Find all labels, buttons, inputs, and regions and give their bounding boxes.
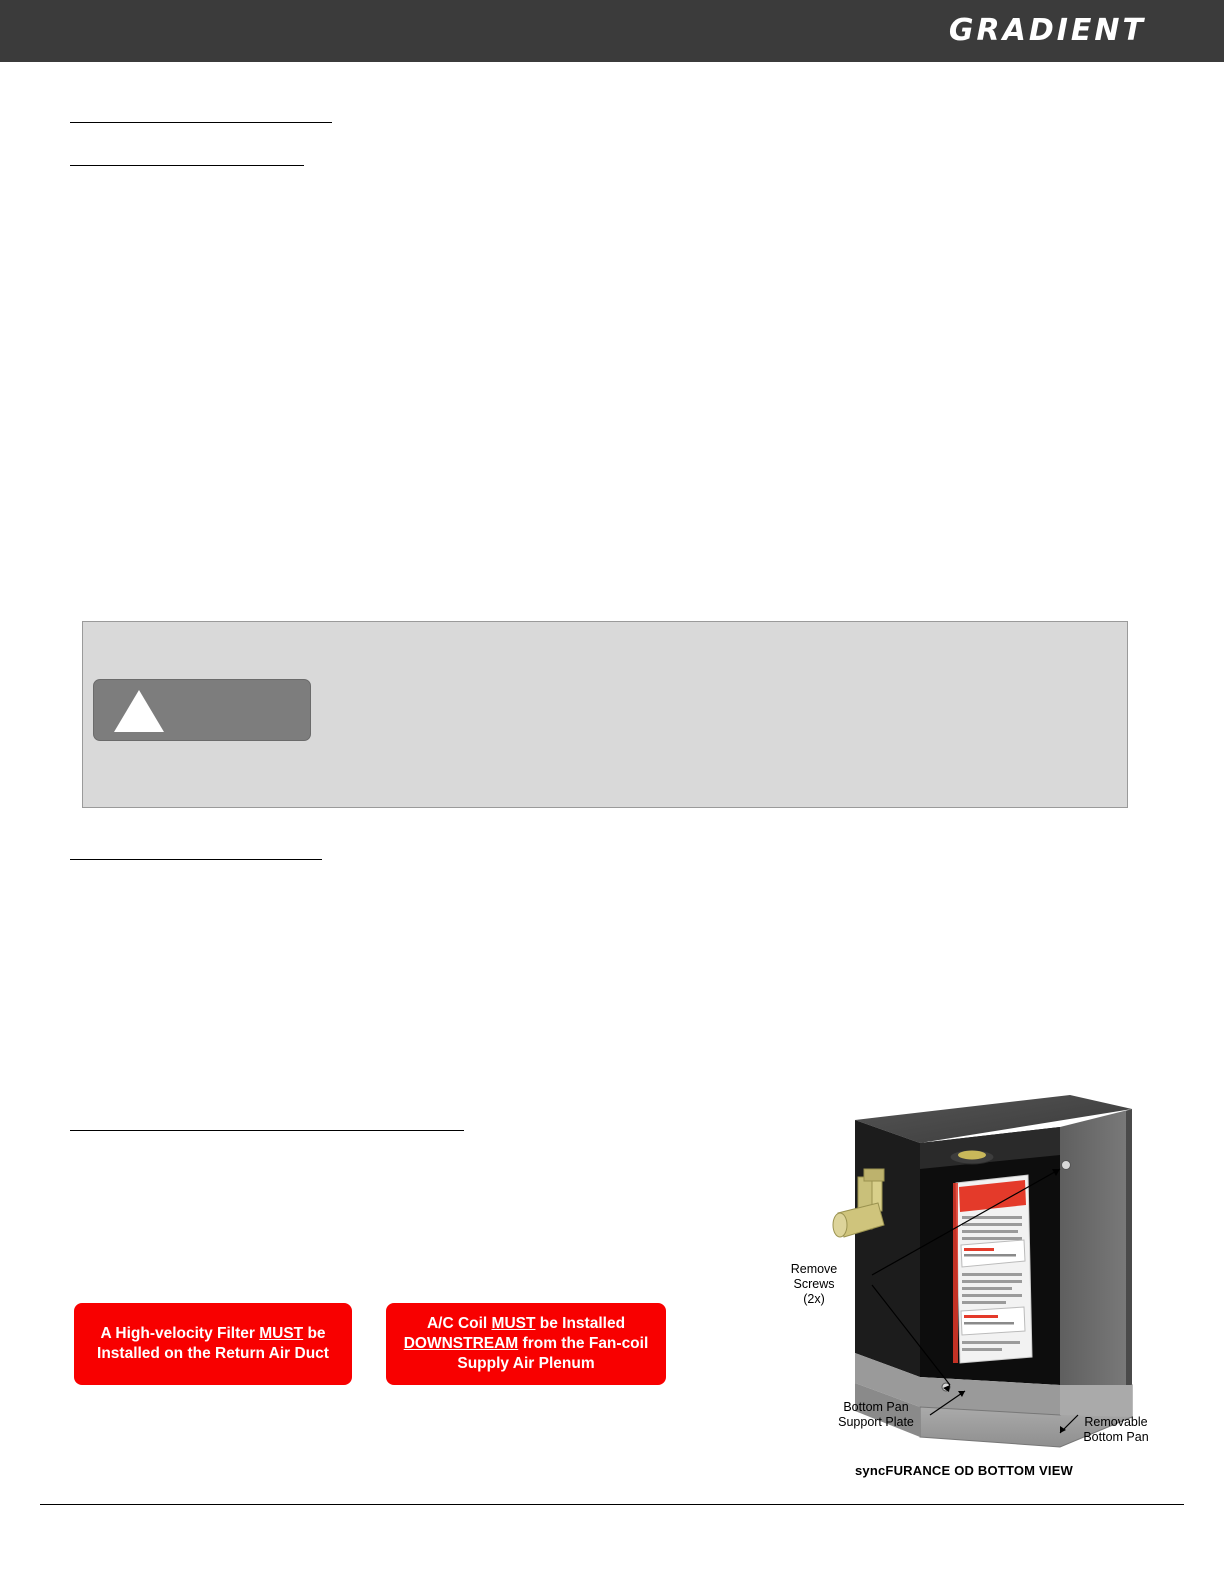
callout-coil-emphasis-2: DOWNSTREAM	[403, 1335, 519, 1352]
callout-coil-text-2: be Installed	[535, 1315, 626, 1332]
section-rule-1	[70, 122, 332, 123]
callout-filter-text-2: be Installed on the Return Air Duct	[97, 1325, 329, 1362]
caution-symbol-badge	[93, 679, 311, 741]
annotation-removable-bottom-pan-line2: Bottom Pan	[1083, 1430, 1149, 1444]
footer-rule	[40, 1504, 1184, 1505]
callout-coil-emphasis-1: MUST	[491, 1315, 536, 1332]
section-rule-4	[70, 1130, 464, 1131]
annotation-bottom-pan-support-plate	[816, 1400, 936, 1430]
annotation-removable-bottom-pan	[1054, 1415, 1178, 1445]
annotation-bottom-pan-support-line1: Bottom Pan	[843, 1400, 909, 1414]
callout-coil-text-3: from the Fan-coil Supply Air Plenum	[457, 1335, 649, 1372]
annotation-remove-screws-line2: Screws	[793, 1277, 835, 1291]
warning-triangle-icon	[114, 690, 164, 732]
callout-filter-text-1: A High-velocity Filter	[100, 1325, 260, 1342]
annotation-remove-screws	[768, 1262, 860, 1307]
annotation-remove-screws-line3: (2x)	[803, 1292, 825, 1306]
caution-box	[82, 621, 1128, 808]
callout-ac-coil-downstream	[386, 1303, 666, 1385]
section-rule-2	[70, 165, 304, 166]
section-rule-3	[70, 859, 322, 860]
page-header-bar	[0, 0, 1224, 62]
instruction-label-sheet	[953, 1175, 1032, 1363]
callout-coil-text-1: A/C Coil	[426, 1315, 492, 1332]
callout-filter-emphasis: MUST	[259, 1325, 304, 1342]
brand-logo: GRADIENT	[948, 13, 1146, 48]
annotation-bottom-pan-support-line2: Support Plate	[838, 1415, 914, 1429]
figure-caption: syncFURANCE OD BOTTOM VIEW	[855, 1463, 1074, 1478]
callout-high-velocity-filter	[74, 1303, 352, 1385]
annotation-remove-screws-line1: Remove	[790, 1262, 838, 1276]
gas-piping	[833, 1169, 884, 1237]
annotation-removable-bottom-pan-line1: Removable	[1084, 1415, 1148, 1429]
